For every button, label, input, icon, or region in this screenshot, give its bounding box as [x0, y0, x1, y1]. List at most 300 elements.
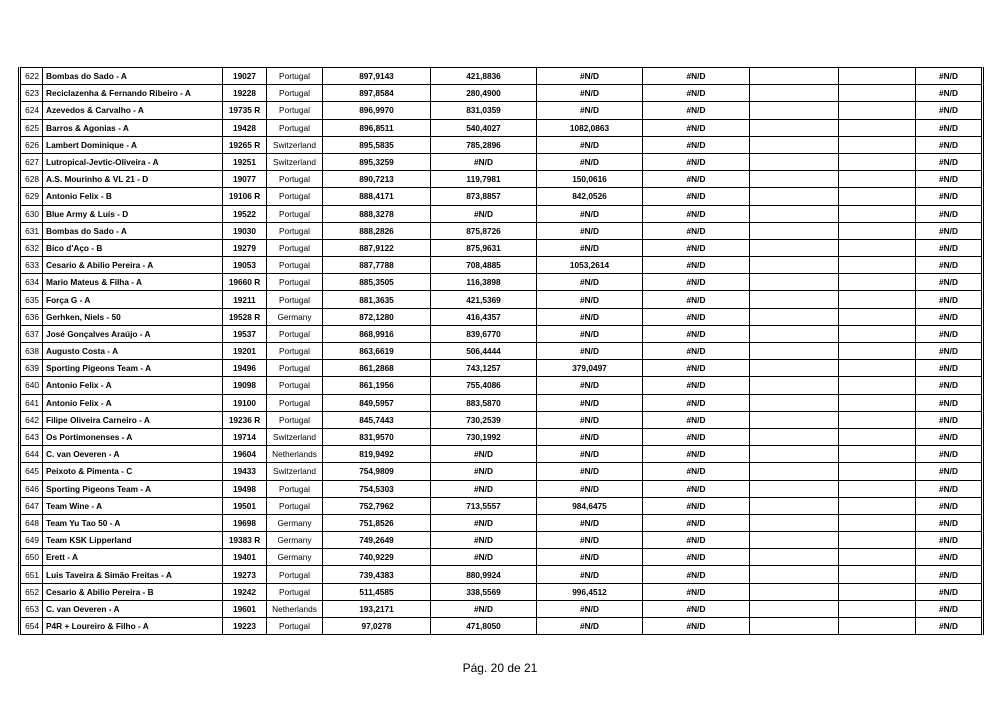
value-3-cell: #N/D: [537, 85, 643, 102]
rank-cell: 629: [20, 188, 43, 205]
value-3-cell: #N/D: [537, 153, 643, 170]
result-cell: #N/D: [916, 68, 983, 85]
team-name-cell: C. van Oeveren - A: [43, 446, 223, 463]
country-cell: Portugal: [267, 291, 323, 308]
value-1-cell: 872,1280: [323, 308, 431, 325]
rank-cell: 626: [20, 136, 43, 153]
value-2-cell: 883,5870: [431, 394, 537, 411]
result-cell: #N/D: [916, 291, 983, 308]
table-row: [20, 257, 983, 274]
result-cell: #N/D: [916, 446, 983, 463]
value-6-cell: [839, 119, 916, 136]
team-name-cell: Team KSK Lipperland: [43, 532, 223, 549]
value-3-cell: 1082,0863: [537, 119, 643, 136]
value-5-cell: [750, 102, 839, 119]
team-name-cell: Bico d'Aço - B: [43, 239, 223, 256]
country-cell: Portugal: [267, 394, 323, 411]
value-4-cell: #N/D: [643, 549, 750, 566]
rank-cell: 639: [20, 360, 43, 377]
result-cell: #N/D: [916, 463, 983, 480]
value-2-cell: #N/D: [431, 549, 537, 566]
value-2-cell: #N/D: [431, 514, 537, 531]
country-cell: Portugal: [267, 274, 323, 291]
table-row: [20, 514, 983, 531]
value-2-cell: #N/D: [431, 205, 537, 222]
value-6-cell: [839, 583, 916, 600]
rank-cell: 630: [20, 205, 43, 222]
rank-cell: 642: [20, 411, 43, 428]
value-1-cell: 888,2826: [323, 222, 431, 239]
country-cell: Portugal: [267, 583, 323, 600]
value-1-cell: 739,4383: [323, 566, 431, 583]
value-4-cell: #N/D: [643, 239, 750, 256]
country-cell: Switzerland: [267, 463, 323, 480]
value-6-cell: [839, 291, 916, 308]
value-5-cell: [750, 497, 839, 514]
rank-cell: 641: [20, 394, 43, 411]
ring-number-cell: 19601: [223, 600, 267, 617]
country-cell: Portugal: [267, 325, 323, 342]
value-2-cell: 421,8836: [431, 68, 537, 85]
table-row: [20, 274, 983, 291]
result-cell: #N/D: [916, 308, 983, 325]
result-cell: #N/D: [916, 600, 983, 617]
value-2-cell: #N/D: [431, 153, 537, 170]
value-3-cell: #N/D: [537, 222, 643, 239]
value-2-cell: 875,9631: [431, 239, 537, 256]
team-name-cell: A.S. Mourinho & VL 21 - D: [43, 171, 223, 188]
value-2-cell: #N/D: [431, 600, 537, 617]
value-2-cell: #N/D: [431, 532, 537, 549]
rank-cell: 628: [20, 171, 43, 188]
table-row: [20, 102, 983, 119]
value-2-cell: 839,6770: [431, 325, 537, 342]
ring-number-cell: 19211: [223, 291, 267, 308]
table-row: [20, 618, 983, 635]
value-3-cell: #N/D: [537, 377, 643, 394]
value-6-cell: [839, 600, 916, 617]
value-6-cell: [839, 102, 916, 119]
table-row: [20, 394, 983, 411]
country-cell: Portugal: [267, 119, 323, 136]
value-4-cell: #N/D: [643, 377, 750, 394]
result-cell: #N/D: [916, 188, 983, 205]
result-cell: #N/D: [916, 171, 983, 188]
value-2-cell: 280,4900: [431, 85, 537, 102]
rank-cell: 632: [20, 239, 43, 256]
value-5-cell: [750, 68, 839, 85]
value-5-cell: [750, 411, 839, 428]
value-6-cell: [839, 428, 916, 445]
value-4-cell: #N/D: [643, 274, 750, 291]
ring-number-cell: 19496: [223, 360, 267, 377]
value-1-cell: 897,9143: [323, 68, 431, 85]
value-5-cell: [750, 600, 839, 617]
value-2-cell: 338,5569: [431, 583, 537, 600]
result-cell: #N/D: [916, 566, 983, 583]
value-5-cell: [750, 583, 839, 600]
ring-number-cell: 19428: [223, 119, 267, 136]
team-name-cell: Antonio Felix - A: [43, 377, 223, 394]
country-cell: Portugal: [267, 222, 323, 239]
value-6-cell: [839, 360, 916, 377]
result-cell: #N/D: [916, 222, 983, 239]
value-4-cell: #N/D: [643, 463, 750, 480]
table-row: [20, 136, 983, 153]
value-4-cell: #N/D: [643, 411, 750, 428]
ring-number-cell: 19279: [223, 239, 267, 256]
team-name-cell: Sporting Pigeons Team - A: [43, 360, 223, 377]
ring-number-cell: 19522: [223, 205, 267, 222]
value-1-cell: 740,9229: [323, 549, 431, 566]
value-1-cell: 881,3635: [323, 291, 431, 308]
rank-cell: 654: [20, 618, 43, 635]
value-5-cell: [750, 514, 839, 531]
table-row: [20, 68, 983, 85]
results-table-body: [20, 68, 983, 635]
table-row: [20, 566, 983, 583]
value-4-cell: #N/D: [643, 257, 750, 274]
value-6-cell: [839, 325, 916, 342]
ring-number-cell: 19251: [223, 153, 267, 170]
value-4-cell: #N/D: [643, 136, 750, 153]
value-5-cell: [750, 360, 839, 377]
table-row: [20, 85, 983, 102]
team-name-cell: Cesario & Abilio Pereira - A: [43, 257, 223, 274]
value-6-cell: [839, 394, 916, 411]
value-4-cell: #N/D: [643, 446, 750, 463]
result-cell: #N/D: [916, 239, 983, 256]
rank-cell: 637: [20, 325, 43, 342]
value-1-cell: 885,3505: [323, 274, 431, 291]
value-5-cell: [750, 480, 839, 497]
ring-number-cell: 19735 R: [223, 102, 267, 119]
rank-cell: 651: [20, 566, 43, 583]
value-1-cell: 752,7962: [323, 497, 431, 514]
value-3-cell: 150,0616: [537, 171, 643, 188]
table-row: [20, 291, 983, 308]
value-4-cell: #N/D: [643, 497, 750, 514]
value-6-cell: [839, 85, 916, 102]
value-1-cell: 868,9916: [323, 325, 431, 342]
team-name-cell: Filipe Oliveira Carneiro - A: [43, 411, 223, 428]
result-cell: #N/D: [916, 480, 983, 497]
team-name-cell: Barros & Agonias - A: [43, 119, 223, 136]
country-cell: Netherlands: [267, 446, 323, 463]
table-row: [20, 463, 983, 480]
team-name-cell: Gerhken, Niels - 50: [43, 308, 223, 325]
value-3-cell: #N/D: [537, 308, 643, 325]
ring-number-cell: 19236 R: [223, 411, 267, 428]
ring-number-cell: 19501: [223, 497, 267, 514]
value-3-cell: #N/D: [537, 411, 643, 428]
country-cell: Portugal: [267, 360, 323, 377]
value-3-cell: #N/D: [537, 102, 643, 119]
value-4-cell: #N/D: [643, 428, 750, 445]
country-cell: Switzerland: [267, 428, 323, 445]
value-6-cell: [839, 566, 916, 583]
table-row: [20, 428, 983, 445]
value-3-cell: #N/D: [537, 325, 643, 342]
value-2-cell: 119,7981: [431, 171, 537, 188]
value-2-cell: 416,4357: [431, 308, 537, 325]
value-6-cell: [839, 205, 916, 222]
team-name-cell: Lutropical-Jevtic-Oliveira - A: [43, 153, 223, 170]
ring-number-cell: 19528 R: [223, 308, 267, 325]
team-name-cell: Erett - A: [43, 549, 223, 566]
team-name-cell: Antonio Felix - B: [43, 188, 223, 205]
value-6-cell: [839, 377, 916, 394]
value-5-cell: [750, 239, 839, 256]
value-1-cell: 754,5303: [323, 480, 431, 497]
value-2-cell: 116,3898: [431, 274, 537, 291]
table-row: [20, 239, 983, 256]
result-cell: #N/D: [916, 428, 983, 445]
value-1-cell: 831,9570: [323, 428, 431, 445]
result-cell: #N/D: [916, 325, 983, 342]
result-cell: #N/D: [916, 360, 983, 377]
value-6-cell: [839, 446, 916, 463]
ring-number-cell: 19537: [223, 325, 267, 342]
country-cell: Portugal: [267, 377, 323, 394]
value-6-cell: [839, 257, 916, 274]
value-1-cell: 861,2868: [323, 360, 431, 377]
country-cell: Portugal: [267, 480, 323, 497]
value-3-cell: #N/D: [537, 532, 643, 549]
result-cell: #N/D: [916, 394, 983, 411]
value-3-cell: 379,0497: [537, 360, 643, 377]
ring-number-cell: 19383 R: [223, 532, 267, 549]
value-6-cell: [839, 188, 916, 205]
rank-cell: 643: [20, 428, 43, 445]
value-2-cell: 743,1257: [431, 360, 537, 377]
page-footer: Pág. 20 de 21: [462, 661, 538, 675]
value-2-cell: 880,9924: [431, 566, 537, 583]
team-name-cell: Antonio Felix - A: [43, 394, 223, 411]
result-cell: #N/D: [916, 497, 983, 514]
value-3-cell: #N/D: [537, 343, 643, 360]
team-name-cell: Team Yu Tao 50 - A: [43, 514, 223, 531]
table-row: [20, 497, 983, 514]
value-5-cell: [750, 257, 839, 274]
result-cell: #N/D: [916, 377, 983, 394]
team-name-cell: Reciclazenha & Fernando Ribeiro - A: [43, 85, 223, 102]
table-row: [20, 600, 983, 617]
value-5-cell: [750, 394, 839, 411]
rank-cell: 650: [20, 549, 43, 566]
value-2-cell: #N/D: [431, 463, 537, 480]
ring-number-cell: 19098: [223, 377, 267, 394]
value-2-cell: #N/D: [431, 480, 537, 497]
value-4-cell: #N/D: [643, 480, 750, 497]
team-name-cell: Bombas do Sado - A: [43, 222, 223, 239]
value-2-cell: 730,1992: [431, 428, 537, 445]
rank-cell: 652: [20, 583, 43, 600]
result-cell: #N/D: [916, 205, 983, 222]
value-1-cell: 819,9492: [323, 446, 431, 463]
table-row: [20, 222, 983, 239]
table-row: [20, 532, 983, 549]
value-4-cell: #N/D: [643, 102, 750, 119]
team-name-cell: Azevedos & Carvalho - A: [43, 102, 223, 119]
result-cell: #N/D: [916, 102, 983, 119]
value-2-cell: 875,8726: [431, 222, 537, 239]
team-name-cell: C. van Oeveren - A: [43, 600, 223, 617]
value-4-cell: #N/D: [643, 325, 750, 342]
country-cell: Netherlands: [267, 600, 323, 617]
value-5-cell: [750, 291, 839, 308]
value-2-cell: 540,4027: [431, 119, 537, 136]
value-1-cell: 97,0278: [323, 618, 431, 635]
ring-number-cell: 19228: [223, 85, 267, 102]
country-cell: Portugal: [267, 497, 323, 514]
ring-number-cell: 19053: [223, 257, 267, 274]
value-1-cell: 897,8584: [323, 85, 431, 102]
value-1-cell: 863,6619: [323, 343, 431, 360]
value-3-cell: #N/D: [537, 205, 643, 222]
value-3-cell: #N/D: [537, 446, 643, 463]
team-name-cell: Bombas do Sado - A: [43, 68, 223, 85]
value-5-cell: [750, 343, 839, 360]
value-5-cell: [750, 153, 839, 170]
rank-cell: 653: [20, 600, 43, 617]
value-6-cell: [839, 239, 916, 256]
value-4-cell: #N/D: [643, 188, 750, 205]
value-6-cell: [839, 343, 916, 360]
country-cell: Germany: [267, 308, 323, 325]
team-name-cell: Augusto Costa - A: [43, 343, 223, 360]
value-2-cell: 755,4086: [431, 377, 537, 394]
results-table: [18, 67, 984, 635]
rank-cell: 644: [20, 446, 43, 463]
rank-cell: 631: [20, 222, 43, 239]
value-4-cell: #N/D: [643, 153, 750, 170]
country-cell: Portugal: [267, 411, 323, 428]
value-1-cell: 849,5957: [323, 394, 431, 411]
value-1-cell: 888,3278: [323, 205, 431, 222]
value-5-cell: [750, 428, 839, 445]
value-6-cell: [839, 308, 916, 325]
team-name-cell: José Gonçalves Araújo - A: [43, 325, 223, 342]
value-3-cell: #N/D: [537, 480, 643, 497]
result-cell: #N/D: [916, 85, 983, 102]
country-cell: Portugal: [267, 102, 323, 119]
value-1-cell: 887,9122: [323, 239, 431, 256]
country-cell: Portugal: [267, 239, 323, 256]
rank-cell: 646: [20, 480, 43, 497]
value-6-cell: [839, 136, 916, 153]
value-4-cell: #N/D: [643, 222, 750, 239]
value-2-cell: 506,4444: [431, 343, 537, 360]
result-cell: #N/D: [916, 532, 983, 549]
value-4-cell: #N/D: [643, 583, 750, 600]
value-6-cell: [839, 618, 916, 635]
ring-number-cell: 19100: [223, 394, 267, 411]
value-1-cell: 749,2649: [323, 532, 431, 549]
value-5-cell: [750, 446, 839, 463]
result-cell: #N/D: [916, 583, 983, 600]
value-5-cell: [750, 618, 839, 635]
table-row: [20, 411, 983, 428]
team-name-cell: Cesario & Abilio Pereira - B: [43, 583, 223, 600]
value-3-cell: #N/D: [537, 136, 643, 153]
results-table-frame: [18, 67, 984, 635]
value-1-cell: 896,9970: [323, 102, 431, 119]
value-5-cell: [750, 463, 839, 480]
value-2-cell: 873,8857: [431, 188, 537, 205]
value-4-cell: #N/D: [643, 532, 750, 549]
value-6-cell: [839, 463, 916, 480]
table-row: [20, 153, 983, 170]
country-cell: Germany: [267, 532, 323, 549]
ring-number-cell: 19401: [223, 549, 267, 566]
result-cell: #N/D: [916, 411, 983, 428]
value-4-cell: #N/D: [643, 119, 750, 136]
country-cell: Portugal: [267, 618, 323, 635]
ring-number-cell: 19698: [223, 514, 267, 531]
value-3-cell: #N/D: [537, 618, 643, 635]
result-cell: #N/D: [916, 153, 983, 170]
value-2-cell: 471,8050: [431, 618, 537, 635]
country-cell: Germany: [267, 514, 323, 531]
value-4-cell: #N/D: [643, 171, 750, 188]
country-cell: Switzerland: [267, 153, 323, 170]
table-row: [20, 583, 983, 600]
value-4-cell: #N/D: [643, 308, 750, 325]
value-3-cell: #N/D: [537, 68, 643, 85]
ring-number-cell: 19027: [223, 68, 267, 85]
value-1-cell: 895,5835: [323, 136, 431, 153]
country-cell: Germany: [267, 549, 323, 566]
rank-cell: 648: [20, 514, 43, 531]
table-row: [20, 325, 983, 342]
result-cell: #N/D: [916, 119, 983, 136]
value-1-cell: 861,1956: [323, 377, 431, 394]
table-row: [20, 480, 983, 497]
value-5-cell: [750, 119, 839, 136]
value-5-cell: [750, 171, 839, 188]
table-row: [20, 549, 983, 566]
value-6-cell: [839, 411, 916, 428]
value-6-cell: [839, 274, 916, 291]
value-3-cell: #N/D: [537, 239, 643, 256]
result-cell: #N/D: [916, 549, 983, 566]
country-cell: Portugal: [267, 68, 323, 85]
value-6-cell: [839, 480, 916, 497]
ring-number-cell: 19201: [223, 343, 267, 360]
ring-number-cell: 19223: [223, 618, 267, 635]
value-5-cell: [750, 136, 839, 153]
team-name-cell: Sporting Pigeons Team - A: [43, 480, 223, 497]
value-5-cell: [750, 205, 839, 222]
value-4-cell: #N/D: [643, 600, 750, 617]
country-cell: Switzerland: [267, 136, 323, 153]
value-5-cell: [750, 325, 839, 342]
value-3-cell: #N/D: [537, 394, 643, 411]
value-5-cell: [750, 377, 839, 394]
team-name-cell: Força G - A: [43, 291, 223, 308]
value-3-cell: #N/D: [537, 463, 643, 480]
value-4-cell: #N/D: [643, 205, 750, 222]
value-3-cell: #N/D: [537, 566, 643, 583]
rank-cell: 645: [20, 463, 43, 480]
rank-cell: 649: [20, 532, 43, 549]
value-5-cell: [750, 85, 839, 102]
value-4-cell: #N/D: [643, 618, 750, 635]
value-6-cell: [839, 68, 916, 85]
value-4-cell: #N/D: [643, 566, 750, 583]
value-3-cell: #N/D: [537, 428, 643, 445]
